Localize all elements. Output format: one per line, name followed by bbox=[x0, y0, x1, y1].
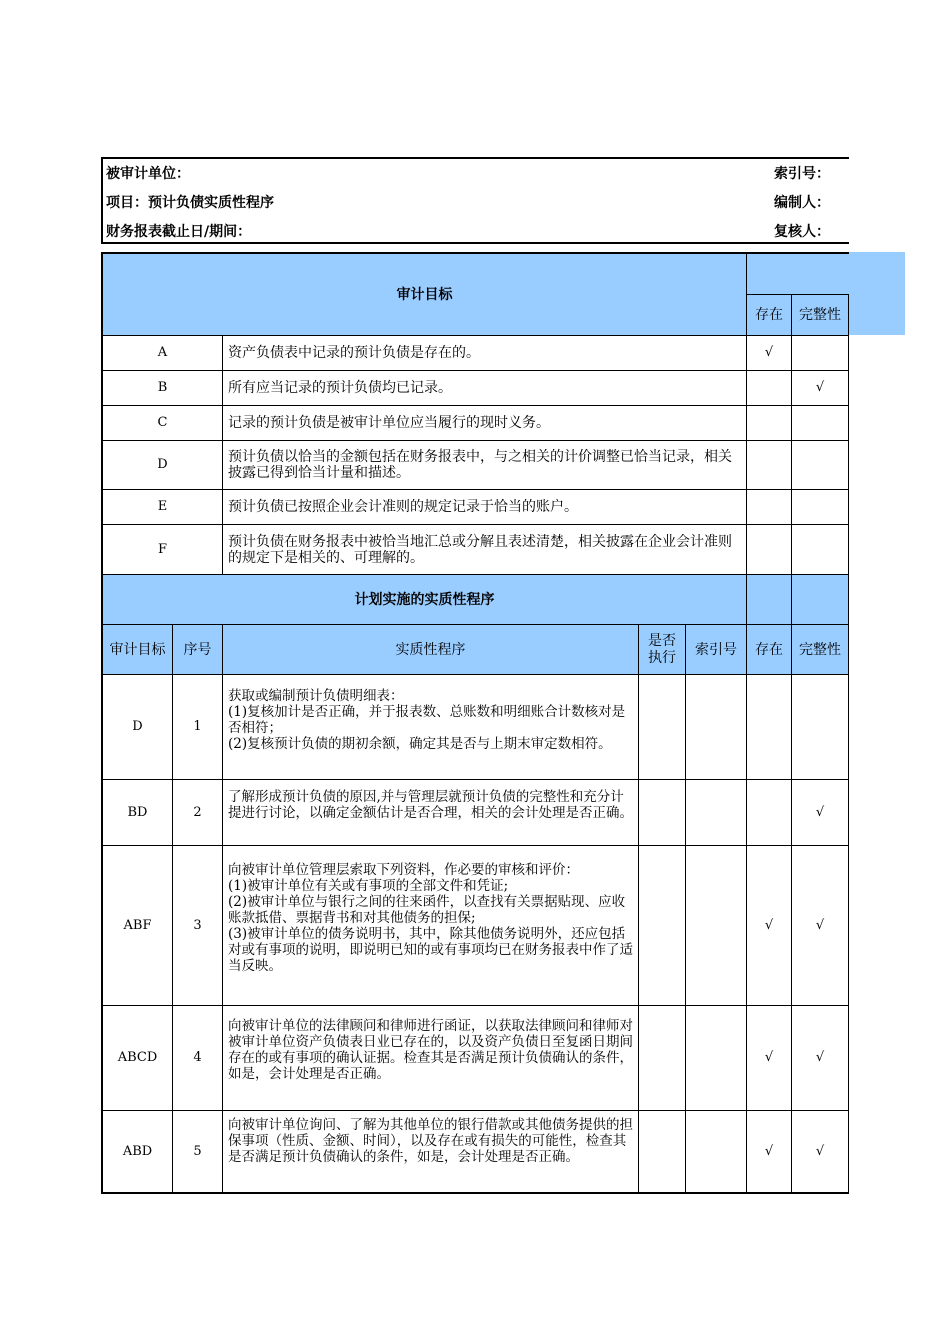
procedure-seq: 5 bbox=[172, 1110, 223, 1194]
objective-code: D bbox=[101, 440, 223, 490]
procedure-index[interactable] bbox=[685, 845, 747, 1006]
col-seq: 序号 bbox=[172, 624, 223, 675]
objective-exist-mark bbox=[746, 524, 792, 575]
procedure-executed[interactable] bbox=[638, 845, 686, 1006]
procedure-seq: 1 bbox=[172, 674, 223, 780]
objective-exist-mark bbox=[746, 489, 792, 525]
procedure-text: 向被审计单位的法律顾问和律师进行函证，以获取法律顾问和律师对被审计单位资产负债表日业已存在的，以及资产负债日至复函日期间存在的或有事项的确认证据。检查其是否满足预计负债确认的条件，如是，会计处理是否正确。 bbox=[222, 1005, 639, 1111]
procedure-objective: ABD bbox=[101, 1110, 173, 1194]
objective-code: B bbox=[101, 370, 223, 406]
procedure-text: 向被审计单位管理层索取下列资料，作必要的审核和评价： (1)被审计单位有关或有事项的全部文件和凭证; (2)被审计单位与银行之间的往来函件，以查找有关票据贴现、应收账款抵借、票据背书和对其他债务的担保; (3)被审计单位的债务说明书，其中，除其他债务说明外，还应包括对或有事项的说明，即说明已知的或有事项均已在财务报表中作了适当反映。 bbox=[222, 845, 639, 1006]
procedure-text: 获取或编制预计负债明细表： (1)复核加计是否正确，并于报表数、总账数和明细账合计数核对是否相符； (2)复核预计负债的期初余额，确定其是否与上期末审定数相符。 bbox=[222, 674, 639, 780]
procedure-objective: BD bbox=[101, 779, 173, 846]
procedure-objective: ABF bbox=[101, 845, 173, 1006]
objective-complete-mark bbox=[791, 335, 849, 371]
objective-complete-mark bbox=[791, 405, 849, 441]
procedure-text: 向被审计单位询问、了解为其他单位的银行借款或其他债务提供的担保事项（性质、金额、时间），以及存在或有损失的可能性，检查其是否满足预计负债确认的条件，如是，会计处理是否正确。 bbox=[222, 1110, 639, 1194]
objective-exist-mark bbox=[746, 440, 792, 490]
col-index: 索引号 bbox=[685, 624, 747, 675]
col-exist: 存在 bbox=[746, 624, 792, 675]
procedure-complete-mark: √ bbox=[791, 779, 849, 846]
col-complete: 完整性 bbox=[791, 624, 849, 675]
objective-exist-mark: √ bbox=[746, 335, 792, 371]
objective-text: 预计负债以恰当的金额包括在财务报表中，与之相关的计价调整已恰当记录，相关披露已得到恰当计量和描述。 bbox=[222, 440, 747, 490]
objective-text: 所有应当记录的预计负债均已记录。 bbox=[222, 370, 747, 406]
objectives-col-complete: 完整性 bbox=[791, 294, 849, 336]
procedure-complete-mark bbox=[791, 674, 849, 780]
col-executed: 是否执行 bbox=[638, 624, 686, 675]
objective-complete-mark bbox=[791, 489, 849, 525]
procedure-seq: 3 bbox=[172, 845, 223, 1006]
procedure-complete-mark: √ bbox=[791, 845, 849, 1006]
procedure-objective: D bbox=[101, 674, 173, 780]
objective-exist-mark bbox=[746, 405, 792, 441]
reviewer-label: 复核人： bbox=[774, 224, 830, 240]
index-number-label: 索引号： bbox=[774, 166, 830, 182]
objective-code: A bbox=[101, 335, 223, 371]
audited-unit-label: 被审计单位： bbox=[106, 166, 190, 182]
procedure-index[interactable] bbox=[685, 1005, 747, 1111]
procedure-exist-mark: √ bbox=[746, 845, 792, 1006]
procedure-complete-mark: √ bbox=[791, 1005, 849, 1111]
objective-complete-mark bbox=[791, 440, 849, 490]
procedure-executed[interactable] bbox=[638, 779, 686, 846]
procedure-index[interactable] bbox=[685, 674, 747, 780]
objective-code: F bbox=[101, 524, 223, 575]
procedures-title-complete-blank bbox=[791, 574, 849, 625]
procedure-executed[interactable] bbox=[638, 1005, 686, 1111]
procedures-title-exist-blank bbox=[746, 574, 792, 625]
objectives-col-exist: 存在 bbox=[746, 294, 792, 336]
procedure-executed[interactable] bbox=[638, 674, 686, 780]
objective-code: E bbox=[101, 489, 223, 525]
procedure-exist-mark bbox=[746, 674, 792, 780]
procedure-seq: 2 bbox=[172, 779, 223, 846]
col-procedure: 实质性程序 bbox=[222, 624, 639, 675]
procedure-complete-mark: √ bbox=[791, 1110, 849, 1194]
procedure-objective: ABCD bbox=[101, 1005, 173, 1111]
procedure-exist-mark bbox=[746, 779, 792, 846]
objective-text: 预计负债已按照企业会计准则的规定记录于恰当的账户。 bbox=[222, 489, 747, 525]
objectives-header-top-right bbox=[746, 252, 849, 295]
preparer-label: 编制人： bbox=[774, 195, 830, 211]
objective-complete-mark bbox=[791, 524, 849, 575]
objective-code: C bbox=[101, 405, 223, 441]
objective-text: 记录的预计负债是被审计单位应当履行的现时义务。 bbox=[222, 405, 747, 441]
procedure-text: 了解形成预计负债的原因,并与管理层就预计负债的完整性和充分计提进行讨论，以确定金额估计是否合理，相关的会计处理是否正确。 bbox=[222, 779, 639, 846]
table-bottom-border bbox=[101, 1192, 849, 1194]
col-objective: 审计目标 bbox=[101, 624, 173, 675]
procedure-exist-mark: √ bbox=[746, 1110, 792, 1194]
project-label: 项目：预计负债实质性程序 bbox=[106, 195, 274, 211]
procedure-index[interactable] bbox=[685, 1110, 747, 1194]
procedure-executed[interactable] bbox=[638, 1110, 686, 1194]
objectives-title: 审计目标 bbox=[101, 252, 747, 336]
procedure-index[interactable] bbox=[685, 779, 747, 846]
objective-text: 资产负债表中记录的预计负债是存在的。 bbox=[222, 335, 747, 371]
procedure-exist-mark: √ bbox=[746, 1005, 792, 1111]
procedure-seq: 4 bbox=[172, 1005, 223, 1111]
procedures-title: 计划实施的实质性程序 bbox=[101, 574, 747, 625]
objective-exist-mark bbox=[746, 370, 792, 406]
objective-complete-mark: √ bbox=[791, 370, 849, 406]
objective-text: 预计负债在财务报表中被恰当地汇总或分解且表述清楚，相关披露在企业会计准则的规定下是相关的、可理解的。 bbox=[222, 524, 747, 575]
period-label: 财务报表截止日/期间： bbox=[106, 224, 252, 240]
